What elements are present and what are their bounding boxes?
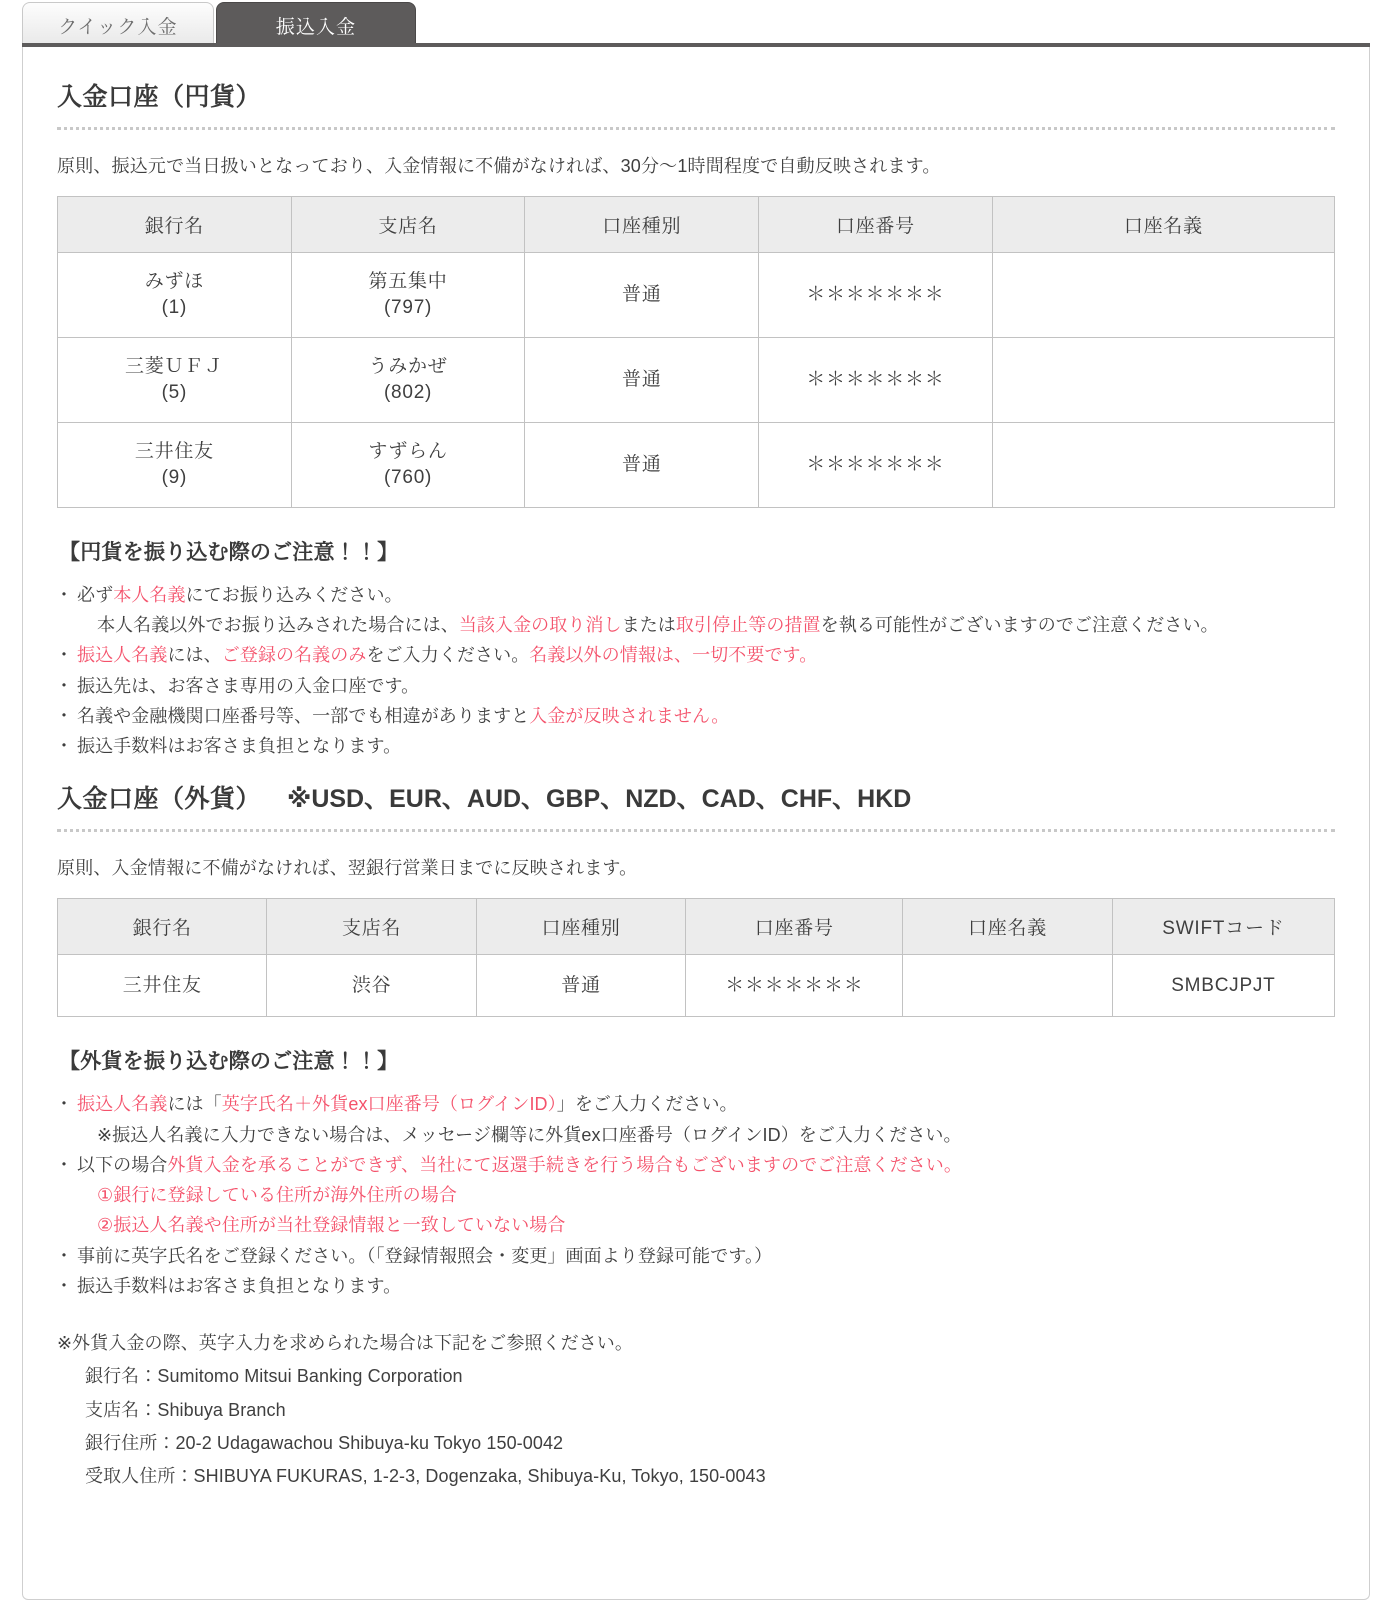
note-fragment: 振込先は、お客さま専用の入金口座です。: [77, 675, 420, 696]
cell-account-holder: [992, 253, 1334, 338]
col-branch-name: 支店名: [267, 899, 476, 955]
english-bank-details: [57, 1327, 1335, 1493]
cell-bank-name: みずほ (1): [58, 253, 292, 338]
note-item: [57, 1180, 1335, 1210]
table-header-row: [58, 899, 1335, 955]
note-fragment: または: [621, 615, 676, 636]
note-item: [57, 671, 1335, 701]
note-fragment: ※振込人名義に入力できない場合は、メッセージ欄等に外貨ex口座番号（ログインID）をご入力ください。: [97, 1124, 962, 1145]
fx-section-title: [57, 779, 1335, 815]
note-fragment: 外貨入金を承ることができず、当社にて返還手続きを行う場合もございますのでご注意ください。: [167, 1154, 962, 1175]
cell-branch-name: 第五集中 (797): [291, 253, 525, 338]
note-fragment: をご入力ください。: [366, 645, 530, 666]
note-fragment: 必ず: [77, 585, 114, 605]
tab-underline: [22, 43, 1370, 47]
note-fragment: 英字氏名＋外貨ex口座番号（ログインID）: [221, 1094, 557, 1115]
note-item: [57, 1089, 1335, 1119]
note-fragment: 振込手数料はお客さま負担となります。: [77, 736, 402, 757]
jpy-lead-text: 原則、振込元で当日扱いとなっており、入金情報に不備がなければ、30分〜1時間程度で自動反映されます。: [57, 156, 941, 176]
cell-bank-name: 三井住友 (9): [58, 423, 292, 508]
cell-branch-name: うみかぜ (802): [291, 338, 525, 423]
note-item: [57, 1210, 1335, 1240]
col-account-holder: 口座名義: [903, 899, 1112, 955]
note-fragment: 当該入金の取り消し: [458, 615, 622, 636]
cell-branch-name: すずらん (760): [291, 423, 525, 508]
cell-swift-code: SMBCJPJT: [1112, 955, 1334, 1017]
table-row: [58, 955, 1335, 1017]
note-fragment: を執る可能性がございますのでご注意ください。: [820, 615, 1219, 636]
jpy-notes-heading: 【円貨を振り込む際のご注意！！】: [59, 541, 399, 564]
note-item: [57, 701, 1335, 731]
fx-section-title-text: 入金口座（外貨）: [57, 785, 262, 814]
col-bank-name: 銀行名: [58, 899, 267, 955]
cell-account-number: ＊＊＊＊＊＊＊: [686, 955, 903, 1017]
tab-bar: [0, 0, 1400, 47]
note-fragment: 本人名義以外でお振り込みされた場合には、: [97, 615, 459, 636]
jpy-divider: [57, 127, 1335, 130]
table-header-row: [58, 197, 1335, 253]
cell-account-type: 普通: [476, 955, 685, 1017]
cell-account-type: 普通: [525, 253, 759, 338]
col-account-type: 口座種別: [525, 197, 759, 253]
english-beneficiary-address: 受取人住所：SHIBUYA FUKURAS, 1-2-3, Dogenzaka, Shibuya-Ku, Tokyo, 150-0043: [85, 1466, 766, 1487]
fx-divider: [57, 829, 1335, 832]
note-item: [57, 1241, 1335, 1271]
jpy-notes-list: [57, 580, 1335, 761]
tab-quick-deposit-label: クイック入金: [58, 16, 178, 38]
note-item: [57, 580, 1335, 610]
col-account-holder: 口座名義: [992, 197, 1334, 253]
cell-bank-name: 三井住友: [58, 955, 267, 1017]
note-fragment: 振込手数料はお客さま負担となります。: [77, 1275, 402, 1296]
note-fragment: にてお振り込みください。: [185, 585, 403, 605]
table-row: [58, 253, 1335, 338]
fx-account-table: [57, 898, 1335, 1017]
english-bank-name: 銀行名：Sumitomo Mitsui Banking Corporation: [85, 1366, 463, 1387]
english-details-heading: ※外貨入金の際、英字入力を求められた場合は下記をご参照ください。: [57, 1333, 633, 1354]
col-bank-name: 銀行名: [58, 197, 292, 253]
col-branch-name: 支店名: [291, 197, 525, 253]
fx-section-currency-list: ※USD、EUR、AUD、GBP、NZD、CAD、CHF、HKD: [287, 785, 912, 814]
fx-notes-list: [57, 1089, 1335, 1301]
english-branch-name: 支店名：Shibuya Branch: [85, 1399, 286, 1420]
note-fragment: 事前に英字氏名をご登録ください。（「登録情報照会・変更」画面より登録可能です。）: [77, 1245, 773, 1266]
note-item: [57, 1150, 1335, 1180]
note-fragment: 名義以外の情報は、一切不要です。: [529, 645, 818, 666]
fx-lead-text: 原則、入金情報に不備がなければ、翌銀行営業日までに反映されます。: [57, 858, 638, 879]
note-fragment: ①銀行に登録している住所が海外住所の場合: [97, 1185, 457, 1206]
note-item: [57, 610, 1335, 640]
cell-branch-name: 渋谷: [267, 955, 476, 1017]
tab-quick-deposit[interactable]: [22, 2, 214, 47]
cell-bank-name: 三菱ＵＦＪ (5): [58, 338, 292, 423]
note-fragment: ご登録の名義のみ: [221, 645, 367, 666]
cell-account-holder: [992, 423, 1334, 508]
cell-account-number: ＊＊＊＊＊＊＊: [759, 338, 993, 423]
jpy-section-title-text: 入金口座（円貨）: [57, 83, 262, 111]
fx-notes-heading: 【外貨を振り込む際のご注意！！】: [59, 1050, 399, 1074]
note-fragment: 入金が反映されません。: [529, 705, 730, 726]
tab-transfer-deposit[interactable]: [216, 2, 416, 47]
note-fragment: 取引停止等の措置: [675, 615, 821, 636]
note-item: [57, 640, 1335, 670]
note-item: [57, 1120, 1335, 1150]
table-row: [58, 338, 1335, 423]
table-row: [58, 423, 1335, 508]
jpy-account-table: [57, 196, 1335, 508]
note-fragment: 振込人名義: [77, 1094, 168, 1115]
cell-account-holder: [992, 338, 1334, 423]
note-item: [57, 731, 1335, 761]
content-card: [22, 47, 1370, 1600]
cell-account-holder: [903, 955, 1112, 1017]
note-fragment: ②振込人名義や住所が当社登録情報と一致していない場合: [97, 1215, 566, 1236]
english-bank-address: 銀行住所：20-2 Udagawachou Shibuya-ku Tokyo 150-0042: [85, 1432, 564, 1453]
note-item: [57, 1271, 1335, 1301]
note-fragment: 振込人名義: [77, 645, 168, 666]
note-fragment: 本人名義: [113, 585, 186, 605]
note-fragment: 以下の場合: [77, 1154, 168, 1175]
cell-account-type: 普通: [525, 423, 759, 508]
note-fragment: 」をご入力ください。: [556, 1094, 738, 1115]
note-fragment: 名義や金融機関口座番号等、一部でも相違がありますと: [77, 705, 530, 726]
col-account-number: 口座番号: [686, 899, 903, 955]
cell-account-number: ＊＊＊＊＊＊＊: [759, 423, 993, 508]
col-account-number: 口座番号: [759, 197, 993, 253]
col-swift-code: SWIFTコード: [1112, 899, 1334, 955]
cell-account-type: 普通: [525, 338, 759, 423]
jpy-section-title: [57, 77, 1335, 113]
note-fragment: には、: [167, 645, 222, 666]
col-account-type: 口座種別: [476, 899, 685, 955]
tab-transfer-deposit-label: 振込入金: [275, 16, 357, 38]
cell-account-number: ＊＊＊＊＊＊＊: [759, 253, 993, 338]
note-fragment: には「: [167, 1094, 222, 1115]
